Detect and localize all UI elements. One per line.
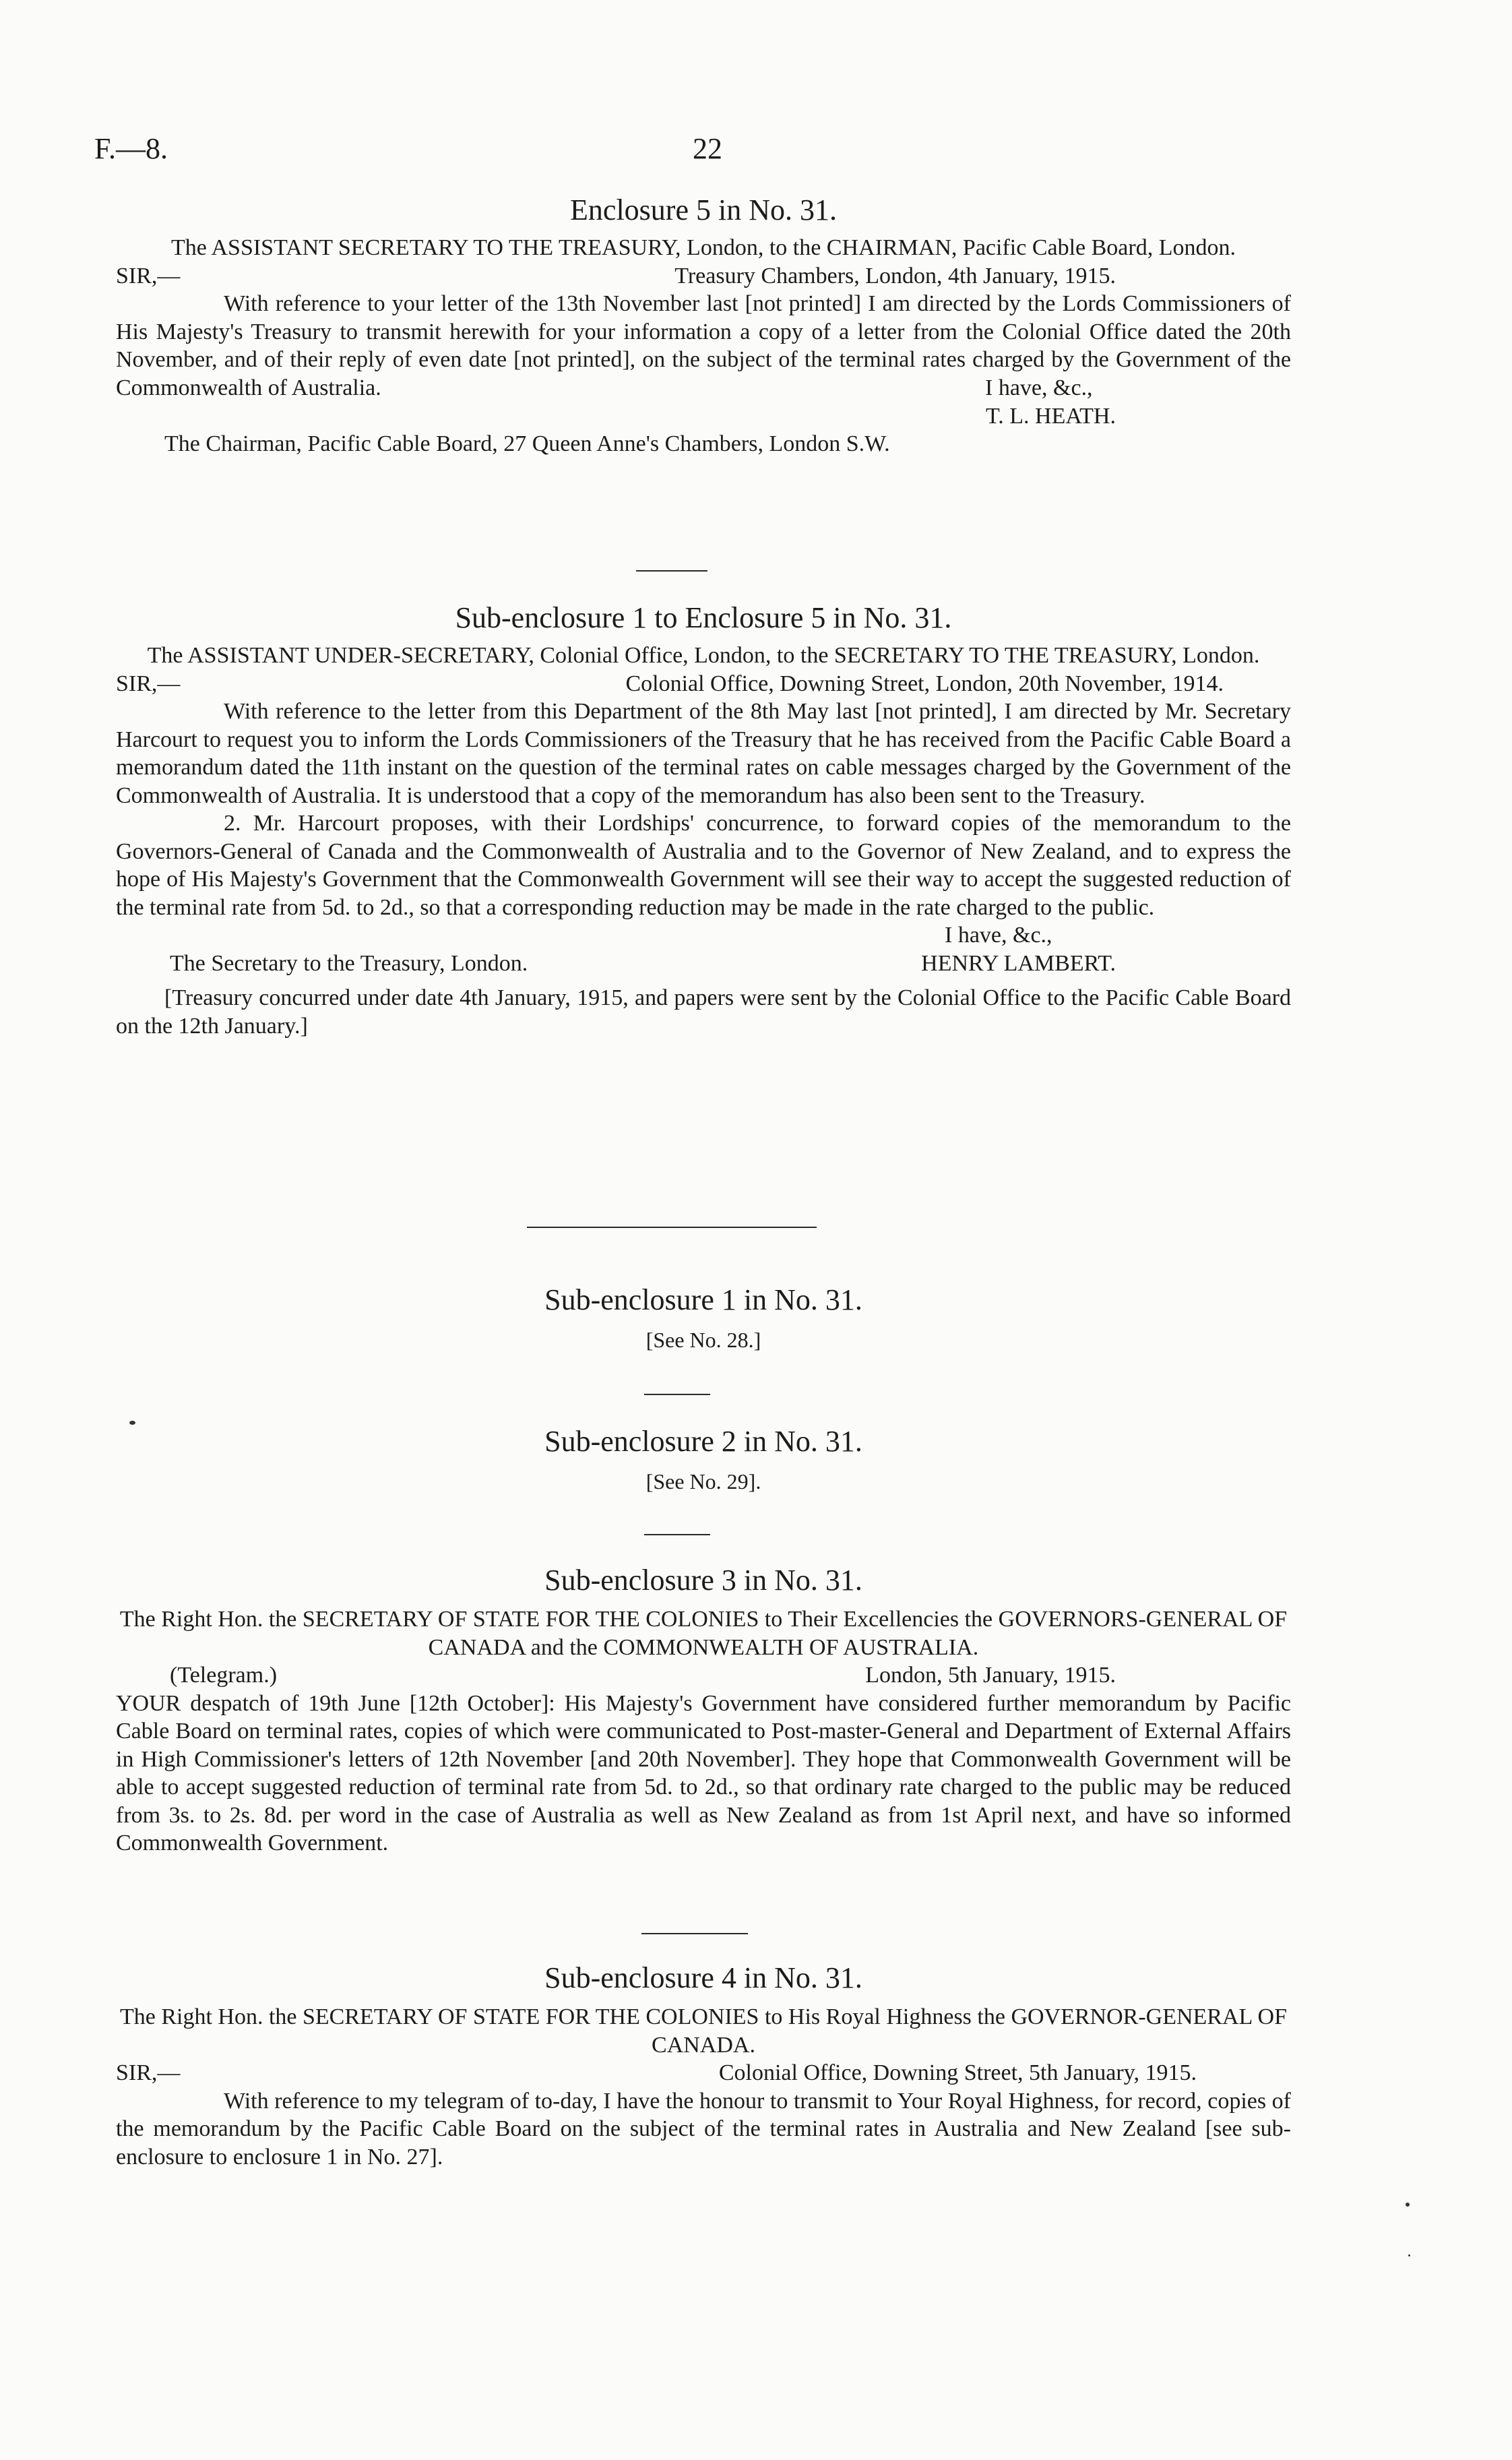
address-line: The ASSISTANT UNDER-SECRETARY, Colonial Office, London, to the SECRETARY TO THE TREASURY, London.	[147, 643, 1260, 668]
divider	[644, 1534, 710, 1535]
letter-body: With reference to your letter of the 13th November last [not printed] I am directed by the Lords Commissioners of His Majesty's Treasury to transmit herewith for your information a copy of a letter from the Colonial Office dated the 20th November, and of their reply of even date [not printed], on the subject of the terminal rates charged by the Government of the Commonwealth of Australia.	[116, 291, 1291, 400]
dateline: Colonial Office, Downing Street, 5th January, 1915.	[718, 2060, 1197, 2085]
dateline: Colonial Office, Downing Street, London, 20th November, 1914.	[625, 671, 1224, 696]
body-lead: YOUR	[116, 1690, 181, 1716]
dateline: London, 5th January, 1915.	[865, 1663, 1116, 1688]
section-title: Enclosure 5 in No. 31.	[570, 193, 837, 226]
divider	[636, 570, 707, 572]
divider	[527, 1227, 817, 1228]
paragraph-2: 2. Mr. Harcourt proposes, with their Lordships' concurrence, to forward copies of the memorandum to the Governors-General of Canada and the Commonwealth of Australia and to the Governor of New Zealand, and to express the hope of His Majesty's Government that the Commonwealth Government will see their way to accept the suggested reduction of the terminal rate from 5d. to 2d., so that a corresponding reduction may be made in the rate charged to the public.	[116, 811, 1291, 920]
section-title: Sub-enclosure 3 in No. 31.	[544, 1564, 862, 1597]
closing: I have, &c.,	[985, 375, 1093, 400]
salutation: SIR,—	[116, 263, 181, 288]
divider	[641, 1933, 748, 1934]
closing: I have, &c.,	[945, 923, 1052, 948]
section-title: Sub-enclosure 1 to Enclosure 5 in No. 31.	[455, 601, 952, 634]
section-title: Sub-enclosure 1 in No. 31.	[544, 1283, 862, 1316]
recipient: The Secretary to the Treasury, London.	[170, 950, 528, 976]
sub-enclosure-3	[116, 1562, 1291, 1857]
cross-reference: [See No. 29].	[645, 1469, 761, 1494]
telegram-body	[116, 1690, 1291, 1857]
enclosure-5-section	[116, 192, 1291, 458]
dateline: Treasury Chambers, London, 4th January, 1915.	[674, 263, 1116, 288]
note: [Treasury concurred under date 4th January, 1915, and papers were sent by the Colonial Office to the Pacific Cable Board on the 12th January.]	[116, 985, 1291, 1039]
recipient-signature	[116, 950, 1291, 978]
divider	[644, 1394, 710, 1395]
section-title: Sub-enclosure 2 in No. 31.	[544, 1425, 862, 1458]
signature: HENRY LAMBERT.	[921, 950, 1116, 976]
paragraph-1: With reference to the letter from this Department of the 8th May last [not printed], I am directed by Mr. Secretary Harcourt to request you to inform the Lords Commissioners of the Treasury that he has received from the Pacific Cable Board a memorandum dated the 11th instant on the question of the terminal rates on cable messages charged by the Government of the Commonwealth of Australia. It is understood that a copy of the memorandum has also been sent to the Treasury.	[116, 699, 1291, 808]
sub-enclosure-4	[116, 1960, 1291, 2171]
scan-speck	[1408, 2254, 1410, 2256]
type-dateline	[116, 1661, 1291, 1690]
telegram-label: (Telegram.)	[170, 1663, 278, 1688]
section-title: Sub-enclosure 4 in No. 31.	[544, 1961, 862, 1994]
address-line: The Right Hon. the SECRETARY OF STATE FOR THE COLONIES to His Royal Highness the GOVERNOR-GENERAL OF CANADA.	[119, 2004, 1288, 2058]
signature: T. L. HEATH.	[986, 403, 1116, 429]
cross-reference: [See No. 28.]	[645, 1328, 761, 1352]
sub-enclosure-2	[116, 1423, 1291, 1495]
page-number: 22	[693, 132, 722, 165]
salutation-dateline	[116, 2059, 1291, 2087]
recipient: The Chairman, Pacific Cable Board, 27 Queen Anne's Chambers, London S.W.	[164, 431, 890, 456]
address-line: The Right Hon. the SECRETARY OF STATE FOR THE COLONIES to Their Excellencies the GOVERNORS-GENERAL OF CANADA and the COMMONWEALTH OF AUSTRALIA.	[119, 1607, 1288, 1660]
scan-speck	[1406, 2203, 1410, 2207]
address-line: The ASSISTANT SECRETARY TO THE TREASURY, London, to the CHAIRMAN, Pacific Cable Board, London.	[171, 235, 1236, 260]
sub-enclosure-1-to-enclosure-5	[116, 600, 1291, 1040]
document-reference: F.—8.	[94, 132, 168, 165]
salutation: SIR,—	[116, 2060, 181, 2085]
body-text: despatch of 19th June [12th October]: His Majesty's Government have considered further memorandum by Pacific Cable Board on terminal rates, copies of which were communicated to Post-master-General and Department of External Affairs in High Commissioner's letters of 12th November [and 20th November]. They hope that Commonwealth Government will be able to accept suggested reduction of terminal rate from 5d. to 2d., so that ordinary rate charged to the public may be reduced from 3s. to 2s. 8d. per word in the case of Australia as well as New Zealand as from 1st April next, and have so informed Commonwealth Government.	[116, 1690, 1292, 1855]
salutation: SIR,—	[116, 671, 181, 696]
scan-speck	[129, 1421, 135, 1425]
salutation-dateline	[116, 262, 1291, 290]
letter-body: With reference to my telegram of to-day, I have the honour to transmit to Your Royal Highness, for record, copies of the memorandum by the Pacific Cable Board on the subject of the terminal rates in Australia and New Zealand [see sub-enclosure to enclosure 1 in No. 27].	[116, 2088, 1291, 2170]
sub-enclosure-1	[116, 1282, 1291, 1353]
salutation-dateline	[116, 670, 1291, 698]
